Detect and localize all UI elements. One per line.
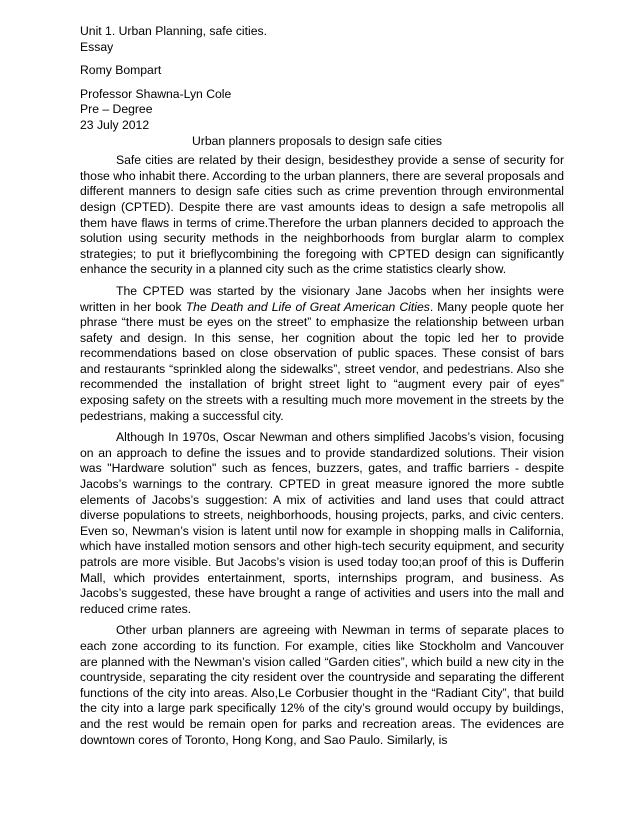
spacer	[80, 79, 564, 87]
paragraph-4: Other urban planners are agreeing with Newman in terms of separate places to each zone according to its function. For example, cities like Stockholm and Vancouver are planned with the Newman’s vision called “Garden cities”, which build a new city in the countryside, separating the city resident over the countryside and separating the different functions of the city into areas. Also,Le Corbusier thought in the “Radiant City”, that build the city into a large park specifically 12% of the city’s ground would occupy by buildings, and the rest would be remain open for parks and recreation areas. The evidences are downtown cores of Toronto, Hong Kong, and Sao Paulo. Similarly, is	[80, 623, 564, 747]
professor-name: Professor Shawna-Lyn Cole	[80, 86, 232, 101]
unit-heading: Unit 1. Urban Planning, safe cities.	[80, 24, 267, 38]
spacer	[80, 55, 564, 63]
essay-title: Urban planners proposals to design safe cities	[192, 133, 442, 148]
paragraph-1: Safe cities are related by their design, besidesthey provide a sense of security for those who inhabit there. According to the urban planners, there are several proposals and different manners to design safe cities such as crime prevention through environmental design (CPTED). Despite there are vast amounts ideas to design a safe metropolis all them have flaws in terms of crime.Therefore the urban planners decided to approach the solution using security methods in the neighborhoods from burglar alarm to complex strategies; to put it brieflycombining the foregoing with CPTED design can significantly enhance the security in a planned city such as the crime statistics clearly show.	[80, 153, 564, 277]
book-title: The Death and Life of Great American Cities	[185, 299, 430, 314]
date: 23 July 2012	[80, 117, 150, 132]
paragraph-2-body: . Many people quote her phrase “there must be eyes on the street” to emphasize the relationship between urban safety and design. In this sense, her cognition about the topic led her to provide recommendations based on close observation of public spaces. These consist of bars and restaurants “sprinkled along the sidewalks”, street vendor, and pedestrians. Also she recommended the installation of bright street light to “augment every pair of eyes” exposing safety on the streets with a resulting much more movement in the streets by the pedestrians, making a successful city.	[80, 299, 564, 423]
document-type: Essay	[80, 39, 114, 54]
paragraph-2	[80, 284, 564, 424]
author-name: Romy Bompart	[80, 63, 162, 78]
essay-page	[80, 24, 564, 748]
course-name: Pre – Degree	[80, 102, 153, 117]
paragraph-2-intro: The CPTED was started by the visionary Jane Jacobs when her insights were written in her book	[80, 283, 564, 314]
paragraph-3: Although In 1970s, Oscar Newman and others simplified Jacobs’s vision, focusing on an approach to define the issues and to provide standardized solutions. Their vision was "Hardware solution" such as fences, buzzers, gates, and traffic barriers - despite Jacobs’s warnings to the contrary. CPTED in great measure ignored the more subtle elements of Jacobs’s suggestion: A mix of activities and land uses that could attract diverse populations to streets, neighborhoods, housing projects, parks, and civic centers. Even so, Newman’s vision is latent until now for example in shopping malls in California, which have installed motion sensors and other high-tech security equipment, and security patrols are more visible. But Jacobs’s vision is used today too;an proof of this is Dufferin Mall, which provides entertainment, sports, internships program, and business. As Jacobs’s suggested, these have brought a range of activities and users into the mall and reduced crime rates.	[80, 430, 564, 616]
